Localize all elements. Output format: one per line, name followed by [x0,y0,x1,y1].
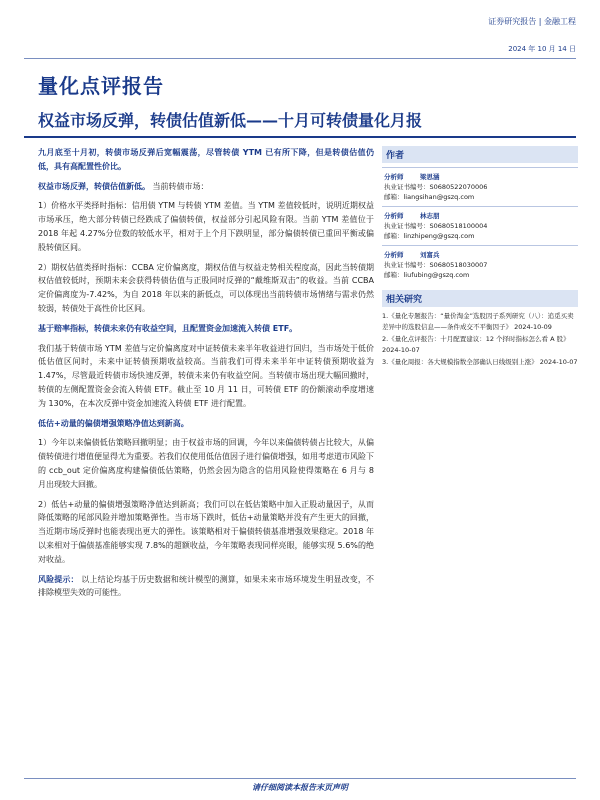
risk-text: 以上结论均基于历史数据和统计模型的测算，如果未来市场环境发生明显改变，不排除模型失效的可能性。 [38,574,375,598]
report-type: 量化点评报告 [38,74,164,98]
paragraph-2: 2）期权估值类择时指标：CCBA 定价偏离度，期权估值与权益走势相关程度高，因此当转债期权估值较低时，预期未来会获得转债估值与正股同时反弹的“戴维斯双击”的收益。当前 CCBA 定价偏离度为-7.42%，为自 2018 年以来的新低点，可以体现出当前转债市场情绪与需求仍然较弱，转债处于高性价比区间。 [38,262,374,313]
email-label: 邮箱： [384,271,404,279]
cert-number: S0680518100004 [429,222,488,230]
main-summary [38,146,374,606]
analyst-name: 林志朋 [420,212,440,220]
cert-label: 执业证书编号： [384,222,430,230]
footer-disclaimer: 请仔细阅读本报告末页声明 [252,783,348,792]
email-label: 邮箱： [384,193,404,201]
risk-label: 风险提示： [38,574,79,584]
analyst-card [382,245,578,284]
email-label: 邮箱： [384,232,404,240]
title-divider [24,136,576,138]
cert-number: S0680518030007 [429,261,488,269]
analyst-role: 分析师 [384,173,404,181]
analyst-email[interactable]: liufubing@gszq.com [403,271,470,279]
section-1-heading: 权益市场反弹，转债估值新低。 [38,181,150,191]
analyst-card [382,206,578,245]
analyst-name: 刘富兵 [420,251,440,259]
report-date: 2024 年 10 月 14 日 [508,45,576,53]
footer-divider [24,778,576,779]
related-research-heading: 相关研究 [382,290,578,307]
analyst-role: 分析师 [384,212,404,220]
analyst-name: 梁思涵 [420,173,440,181]
header-divider [24,58,576,59]
authors-heading: 作者 [382,146,578,163]
analyst-card [382,167,578,206]
paragraph-1: 1）价格水平类择时指标：信用债 YTM 与转债 YTM 差值。当 YTM 差值较低时，说明近期权益市场承压，绝大部分转债已经跌成了偏债转债，权益部分引起风险有限。当前 YTM 差值位于 2018 年起 4.27%分位数的较低水平，相对于上个月下跌明显，部分偏债转债已重回平衡或偏股转债区间。 [38,201,374,252]
paragraph-3: 我们基于转债市场 YTM 差值与定价偏离度对中证转债未来半年收益进行回归，当市场处于低价低估值区间时，未来中证转债预期收益较高。当前我们可得未来半年中证转债预期收益为 1.47%，尽管最近转债市场快速反弹，转债未来仍有收益空间。当转债市场出现大幅回撤时，转债的左侧配置资金会流入转债 ETF。截止至 10 月 11 日，可转债 ETF 的份额滚动季度增速为 130%，在本次反弹中资金加速流入转债 ETF 进行配置。 [38,343,374,408]
report-title: 权益市场反弹，转债估值新低——十月可转债量化月报 [38,111,423,130]
section-1-lead: 当前转债市场： [152,181,209,191]
related-research-item[interactable]: 2.《量化点评报告：十月配置建议：12 个择时指标怎么看 A 股》 2024-10-07 [382,335,570,354]
cert-label: 执业证书编号： [384,183,430,191]
risk-warning [38,573,374,601]
report-category-tags: 证券研究报告 | 金融工程 [488,17,576,26]
sidebar [382,146,578,370]
related-research-list [382,311,578,368]
paragraph-4: 1）今年以来偏债低估策略回撤明显；由于权益市场的回调，今年以来偏债转债占比较大，从偏债转债进行增值便显得尤为重要。若我们仅使用低估值因子进行偏债增强，如用考虑道市风险下的 ccb_out 定价偏离度构建偏债低估策略，仍然会因为隐含的信用风险使得策略在 6 月与 8 月出现较大回撤。 [38,438,374,489]
analyst-email[interactable]: linzhipeng@gszq.com [403,232,475,240]
summary-intro: 九月底至十月初，转债市场反弹后宽幅震荡，尽管转债 YTM 已有所下降，但是转债估值仍低，具有高配置性价比。 [38,148,374,171]
section-1-heading-line [38,180,374,194]
section-2-heading: 基于赔率指标，转债未来仍有收益空间，且配置资金加速流入转债 ETF。 [38,323,298,333]
paragraph-5: 2）低估+动量的偏债增强策略净值达到新高；我们可以在低估策略中加入正股动量因子，从而降低策略的尾部风险并增加策略弹性。当市场下跌时，低估+动量策略并没有产生更大的回撤，当近期市场反弹时也能表现出更大的弹性。该策略相对于偏债转债基准增强效果稳定。2018 年以来相对于偏债基准能够实现 7.8%的超额收益，今年策略表现同样亮眼，能够实现 5.6%的绝对收益。 [38,499,374,564]
cert-number: S0680522070006 [429,183,488,191]
cert-label: 执业证书编号： [384,261,430,269]
analyst-role: 分析师 [384,251,404,259]
section-3-heading: 低估+动量的偏债增强策略净值达到新高。 [38,418,189,428]
related-research-item[interactable]: 1.《量化专题报告：“量价淘金”选股因子系列研究（八）：追觅买卖差异中的选股信息——条件成交不平衡因子》 2024-10-09 [382,312,574,331]
analyst-email[interactable]: liangsihan@gszq.com [403,193,475,201]
related-research-item[interactable]: 3.《量化周报：各大规模指数全部确认日线级别上涨》 2024-10-07 [382,358,578,366]
